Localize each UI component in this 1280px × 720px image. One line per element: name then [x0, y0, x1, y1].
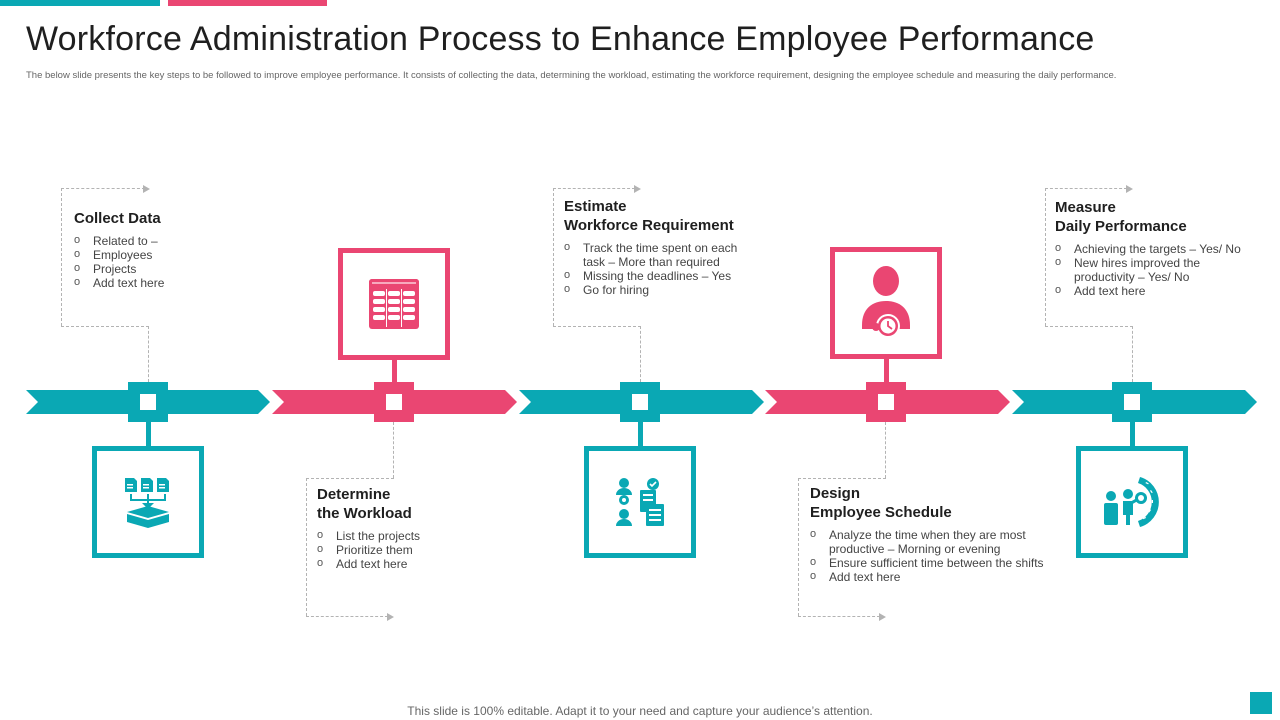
bullet-item: o Go for hiring	[564, 283, 754, 297]
bullet-item: o Employees	[74, 248, 244, 262]
callout-dash-5-top	[1045, 188, 1127, 189]
bullet-item: o Add text here	[1055, 284, 1215, 298]
bullet-item: o Ensure sufficient time between the shifts	[810, 556, 1055, 570]
bullet-item: o Missing the deadlines – Yes	[564, 269, 754, 283]
step-title: Design Employee Schedule	[810, 485, 952, 521]
step-title: Collect Data	[74, 210, 161, 227]
callout-dash-2-up	[393, 422, 394, 478]
step-collect-data	[74, 209, 244, 290]
step-bullets	[74, 234, 244, 290]
bullet-item: o Prioritize them	[317, 543, 497, 557]
files-funnel-icon	[123, 476, 173, 528]
bullet-item: o List the projects	[317, 529, 497, 543]
bullet-item: o New hires improved the productivity – Yes/ No	[1055, 256, 1215, 284]
callout-dash-2-bottom	[306, 616, 388, 617]
callout-arrowhead-2	[387, 613, 394, 621]
icon-box-5	[1076, 446, 1188, 558]
timeline-node-1	[128, 382, 168, 422]
callout-arrowhead-4	[879, 613, 886, 621]
page-subtitle: The below slide presents the key steps to be followed to improve employee performance. It consists of collecting the data, determining the workload, estimating the workforce requirement, designing the employee schedule and measuring the daily performance.	[26, 70, 1117, 81]
step-measure-performance	[1055, 198, 1255, 298]
step-estimate-workforce	[564, 197, 754, 297]
footer-note: This slide is 100% editable. Adapt it to your need and capture your audience’s attention.	[407, 704, 873, 718]
callout-dash-1-down	[148, 326, 149, 382]
icon-box-1	[92, 446, 204, 558]
timeline-node-4	[866, 382, 906, 422]
schedule-table-icon	[368, 278, 420, 330]
callout-dash-4-top	[798, 478, 886, 479]
bullet-item: o Add text here	[317, 557, 497, 571]
callout-arrowhead-3	[634, 185, 641, 193]
bullet-item: o Add text here	[74, 276, 244, 290]
callout-dash-3-top	[553, 188, 635, 189]
callout-dash-3-left	[553, 188, 554, 326]
team-checklist-icon	[614, 476, 666, 528]
bullet-item: o Add text here	[810, 570, 1055, 584]
corner-accent-square	[1250, 692, 1272, 714]
icon-box-3	[584, 446, 696, 558]
bullet-item: o Track the time spent on each task – More than required	[564, 241, 754, 269]
performance-gauge-icon	[1102, 474, 1162, 530]
callout-dash-4-up	[885, 422, 886, 478]
top-accent-bar-teal	[0, 0, 160, 6]
step-bullets	[564, 241, 754, 297]
callout-arrowhead-5	[1126, 185, 1133, 193]
callout-dash-5-down	[1132, 326, 1133, 382]
connector-stem-2	[392, 358, 397, 384]
callout-dash-2-top	[306, 478, 394, 479]
callout-dash-3-bottom	[553, 326, 641, 327]
bullet-item: o Achieving the targets – Yes/ No	[1055, 242, 1274, 256]
timeline-node-2	[374, 382, 414, 422]
callout-dash-1-top	[61, 188, 145, 189]
callout-dash-2-left	[306, 478, 307, 616]
bullet-item: o Related to –	[74, 234, 244, 248]
connector-stem-5	[1130, 422, 1135, 448]
icon-box-2	[338, 248, 450, 360]
employee-clock-icon	[858, 265, 914, 341]
callout-dash-5-left	[1045, 188, 1046, 326]
connector-stem-1	[146, 422, 151, 448]
callout-dash-1-bottom	[61, 326, 149, 327]
callout-dash-1-left	[61, 188, 62, 326]
page-title: Workforce Administration Process to Enhance Employee Performance	[26, 20, 1095, 58]
step-determine-workload	[317, 485, 497, 571]
timeline-node-3	[620, 382, 660, 422]
step-bullets	[810, 528, 1055, 584]
step-bullets	[317, 529, 497, 571]
step-design-schedule	[810, 484, 1055, 584]
timeline-node-5	[1112, 382, 1152, 422]
callout-dash-4-bottom	[798, 616, 880, 617]
step-title: Estimate Workforce Requirement	[564, 198, 734, 234]
top-accent-bar-pink	[168, 0, 327, 6]
bullet-item: o Projects	[74, 262, 244, 276]
connector-stem-4	[884, 356, 889, 384]
icon-box-4	[830, 247, 942, 359]
callout-dash-3-down	[640, 326, 641, 382]
step-title: Measure Daily Performance	[1055, 199, 1187, 235]
callout-arrowhead-1	[143, 185, 150, 193]
bullet-item: o Analyze the time when they are most productive – Morning or evening	[810, 528, 1055, 556]
step-title: Determine the Workload	[317, 486, 412, 522]
step-bullets	[1055, 242, 1241, 298]
callout-dash-5-bottom	[1045, 326, 1133, 327]
callout-dash-4-left	[798, 478, 799, 616]
connector-stem-3	[638, 422, 643, 448]
